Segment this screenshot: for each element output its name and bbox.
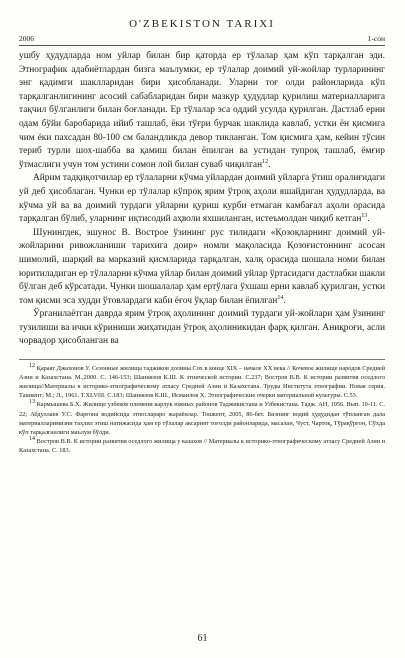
footnote-item: $^{12}$ Қараяг Джахонов У. Сезонные жилища таджиков долины Сох в конце XIX – начале XX века // Кочевое жилище народов Средней Азии и Казахстана. М.,2000. С. 146-153; Шаниязов К.Ш. К этнической истории. С.237; Востров В.В. К истории развития оседлого жилища//Материалы к историко-этнографическому атласу Средней Азии и Казахстана. Труды Института этнографии. Новая серия. Ташкент; М.; Л., 1961. Т.XLVIII. С.183; Шаниязов К.Ш., Исмаилов Х. Этнографические очерки материальной культуры. С.53.: [19, 362, 386, 400]
footnote-item: $^{14}$ Востров В.В. К истории развития оседлого жилища у казахов // Материалы к историко-этнографическому атласу Средней Азии и Казахстана. С. 183.: [19, 435, 386, 454]
footnotes: [19, 359, 385, 455]
paragraph-4: Ўрганилаётган даврда ярим ўтроқ аҳолининг доимий турдаги уй-жойлари ҳам ўзининг тузилиши ва ички кўриниши жиҳатидан ўтроқ аҳолиникидан фарқ қилган. Аниқроғи, асли чорвадор ҳисобланган ва: [19, 309, 385, 347]
paragraph-2: Айрим тадқиқотчилар ер тўлаларни кўчма уйлардан доимий уйларга ўтиш оралиғидаги уй деб ҳисоблаган. Чунки ер тўлалар кўпроқ ярим ўтроқ аҳоли яшайдиган ҳудудларда, ва кўчма уй ва ва доимий турдаги уйларни қуриш курби етмаган камбағал аҳоли орасида тарқалган бўлиб, уларнинг иқтисодий аҳволи яхшиланган, истеъмолдан чиқиб кетган$^{13}$.: [19, 173, 385, 225]
journal-year: 2006: [19, 34, 34, 43]
main-text: [19, 50, 385, 349]
header-meta-row: [19, 34, 385, 46]
paragraph-1: ушбу ҳудудларда ном уйлар билан бир қаторда ер тўлалар ҳам кўп тарқалган эди. Этнографик адабиётлардан бизга маълумки, ер тўлалар доимий уй-жойлар турларининг энг қадимги шаклларидан бири ҳисобланади. Уларни тоғ олди районларида кўп тарқалганлигининг асосий сабабларидан бири мазкур ҳудудлар қурилиш материалларига тақчил бўлганлиги билан боғланади. Ер тўлалар эса оддий усулда қурилган. Дастлаб ерни одам бўйи баробарида ийиб ташлаб, ёки тўғри бурчак шаклида кавлаб, устки ён қисмига чим ёки пахсадан 80-100 см баландликда девор тикланган. Том қисмига ҳам, кейин тўсин териб турли шох-шабба ва қамиш билан ёпилган ва устидан тупроқ ташлаб, ёмғир ўтмаслиги учун том устини сомон лой билан суваб чиқилган$^{12}$.: [19, 51, 385, 170]
journal-issue: 1-сон: [367, 34, 385, 43]
page-number: 61: [197, 633, 208, 644]
journal-title: O'ZBEKISTON TARIXI: [129, 18, 275, 30]
footnote-ref-13: 13: [361, 213, 368, 219]
footnote-ref-12: 12: [262, 158, 269, 165]
footnote-item: $^{13}$ Кармышева Б.Х. Жилище узбеков племени карлук южных районов Таджикистана и Узбекистана. Тадж. АН, 1956. Вып. 10-11. С. 22; Абдуллаев У.С. Фарғона водийсида этнослараро жараёнлар. Тошкент, 2005, 86-бет. Бизнинг водий ҳудудидан тўпланган дала материалларимизни таҳлил этиш натижасида ҳам ер тўлалар аксарият тоғолди районларида, масалан, Чуст, Чартоқ, Тўрақўрғон, Сўхда кўп тарқалганлиги маълум бўлди.: [19, 399, 385, 436]
paragraph-3: Шунингдек, эшунос В. Вострое ўзининг рус тилидаги «Қозоқларнинг доимий уй-жойларини ривожланиши тарихига доир» номли мақоласида Қозоғистоннинг асосан шимолий, шарқий ва марказий қисмларида тарқалган, халқ орасида шошала номи билан юритиладиган ер тўлаларни кўчма уйлар билан доимий уйлар ўртасидаги дастлабки шакли бўлган деб кўрсатади. Чунки шошалалар ҳам ертўлага ўхшаш ерни кавлаб қурилган, устки том қисми эса худди ўтовлардаги каби ёғоч ўқлар билан ёпилган$^{14}$.: [19, 227, 385, 306]
footnote-ref-14: 14: [277, 294, 284, 301]
